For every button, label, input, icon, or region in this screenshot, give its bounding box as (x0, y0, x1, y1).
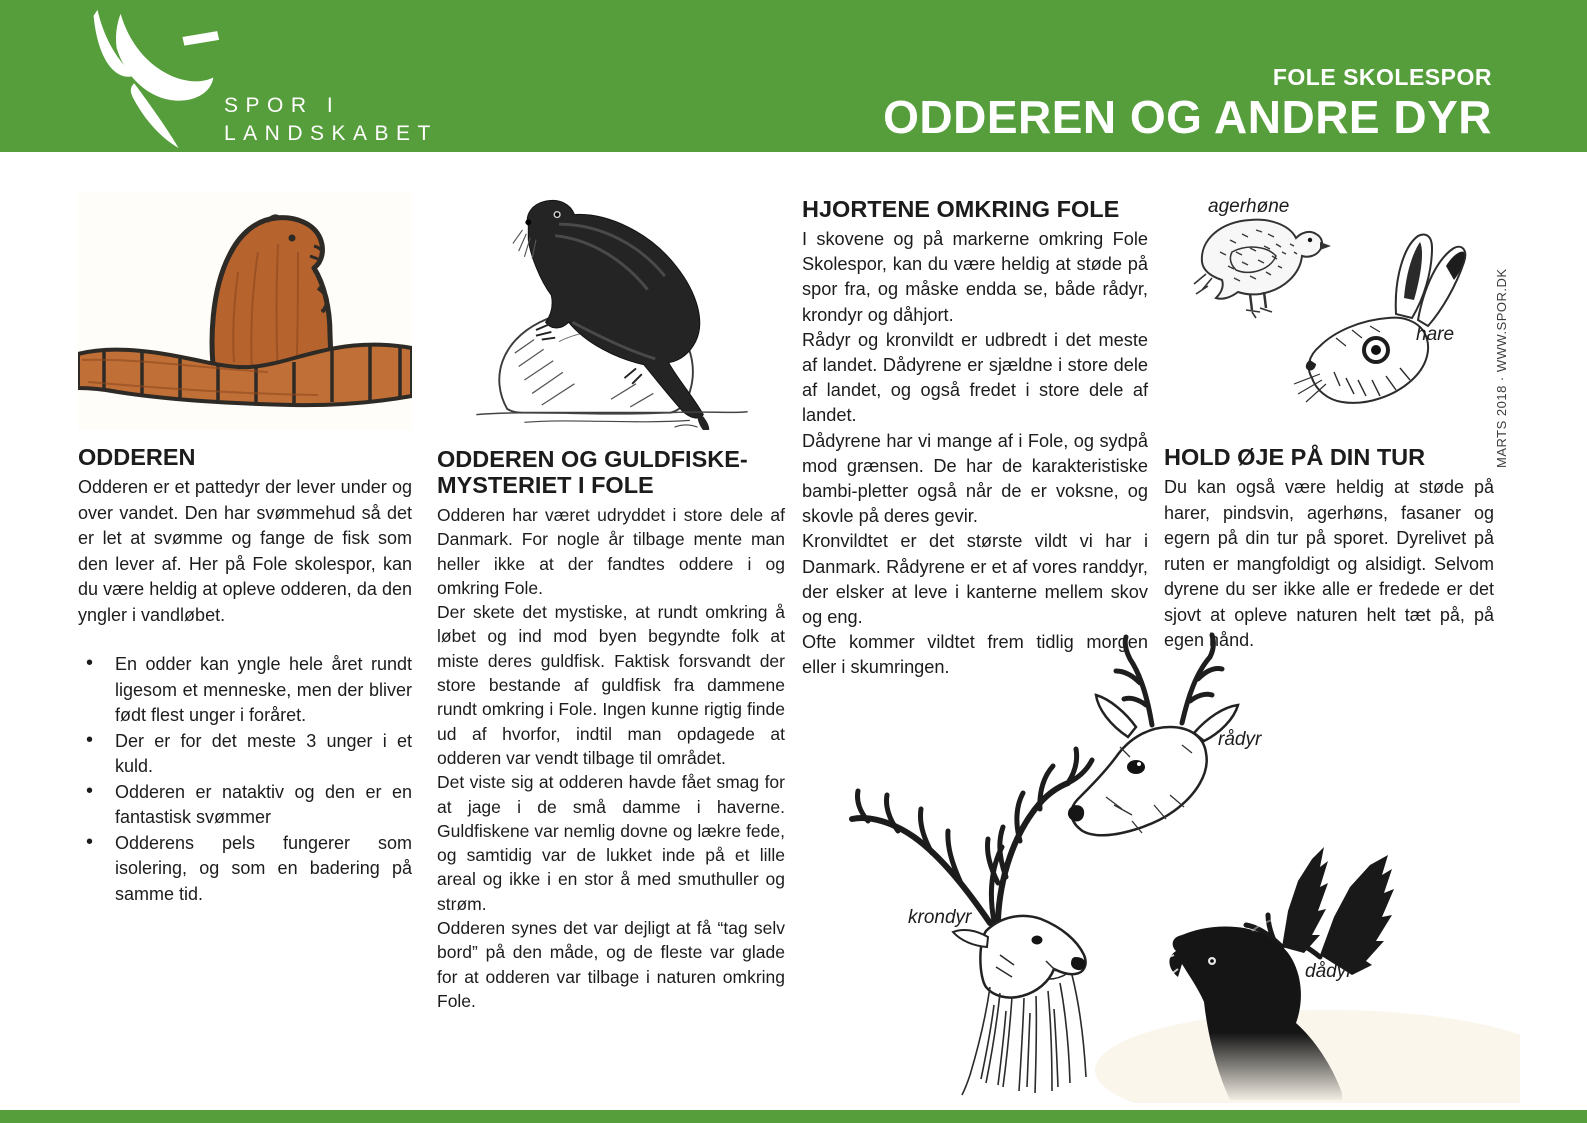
fallow-deer-icon (1150, 847, 1394, 1103)
label-agerhone: agerhøne (1208, 196, 1290, 217)
logo-line-1: SPOR I (224, 94, 341, 117)
bird-hare-illustration (1164, 188, 1494, 432)
odderen-bullet-list (78, 652, 412, 907)
otter-ink-illustration (437, 178, 785, 434)
section-heading-hjortene: HJORTENE OMKRING FOLE (802, 196, 1120, 222)
credit-vertical: MARTS 2018 · WWW.SPOR.DK (1494, 268, 1509, 468)
label-hare: hare (1416, 324, 1455, 345)
header-bar (0, 0, 1587, 152)
guldfiske-paragraph: Der skete det mystiske, at rundt omkring å løbet og ind mod byen begyndte folk at miste deres guldfisk. Faktisk forsvandt der store bestande af guldfisk fra dammene rundt omkring i Fole. Ingen kunne rigtig finde ud af hvorfor, indtil man opdagede at odderen var vendt tilbage til området. (437, 602, 785, 768)
child-otter-art (78, 192, 412, 430)
child-otter-drawing (78, 192, 412, 430)
bullet-item: • Odderens pels fungerer som isolering, og som en badering på samme tid. (78, 831, 412, 908)
partridge-icon (1194, 220, 1331, 318)
hjortene-paragraph: Ofte kommer vildtet frem tidlig morgen eller i skumringen. (802, 632, 1148, 678)
section-heading-holdoje: HOLD ØJE PÅ DIN TUR (1164, 444, 1426, 470)
page-title: ODDEREN OG ANDRE DYR (883, 91, 1492, 143)
logo-line-2: LANDSKABET (224, 122, 438, 145)
section-guldfiske (437, 178, 785, 1013)
guldfiske-paragraph: Det viste sig at odderen havde fået smag for at jage i de små damme i haverne. Guldfiskene var nemlig dovne og lækre fede, og samtidig var de lukket inde på et lille areal og ikke i en stor å med smuthuller og strøm. (437, 772, 785, 914)
header-titles (883, 64, 1492, 142)
section-heading-odderen: ODDEREN (78, 444, 196, 470)
spor-i-landskabet-logo-icon (70, 8, 235, 148)
hjortene-paragraph: I skovene og på markerne omkring Fole Skolespor, kan du være heldig at støde på spor fra, og måske endda se, både rådyr, krondyr og dåhjort. (802, 229, 1148, 325)
footer-bar (0, 1110, 1587, 1123)
bullet-item: • En odder kan yngle hele året rundt ligesom et menneske, men der bliver født flest unger i foråret. (78, 652, 412, 729)
hare-icon (1294, 235, 1465, 403)
logo-wordmark (224, 92, 438, 148)
label-dadyr: dådyr (1305, 961, 1353, 982)
kicker: FOLE SKOLESPOR (1272, 64, 1492, 90)
hjortene-paragraph: Kronvildtet er det største vildt vi har i Danmark. Rådyrene er et af vores randdyr, der elsker at leve i kanterne mellem skov og eng. (802, 531, 1148, 628)
bullet-item: • Odderen er nataktiv og den er en fantastisk svømmer (78, 780, 412, 831)
label-krondyr: krondyr (908, 907, 972, 928)
holdoje-body: Du kan også være heldig at støde på harer, pindsvin, agerhøns, fasaner og egern på din tur på sporet. Dyrelivet på ruten er mangfoldigt og alsidigt. Selvom dyrene du ser ikke alle er fredede er det sjovt at opleve naturen helt tæt på, på egen hånd. (1164, 477, 1494, 650)
hjortene-paragraph: Dådyrene har vi mange af i Fole, og sydpå mod grænsen. De har de karakteristiske bambi-pletter også når de er voksne, og skovle på deres gevir. (802, 430, 1148, 527)
deer-illustration (800, 625, 1520, 1103)
section-holdoje (1164, 188, 1494, 654)
red-deer-icon (852, 749, 1092, 1095)
hjortene-paragraph: Rådyr og kronvildt er udbredt i det meste af landet. Dådyrene er sjældne i store dele af landet, og også fredet i store dele af landet. (802, 329, 1148, 426)
guldfiske-paragraph: Odderen har været udryddet i store dele af Danmark. For nogle år tilbage mente man heller ikke at der fandtes oddere i og omkring Fole. (437, 505, 785, 598)
otter-ink-art (461, 178, 761, 430)
label-radyr: rådyr (1218, 729, 1262, 750)
bullet-item: • Der er for det meste 3 unger i et kuld. (78, 729, 412, 780)
section-hjortene (802, 196, 1148, 681)
roe-deer-icon (1068, 635, 1238, 835)
section-heading-guldfiske: ODDEREN OG GULDFISKE-MYSTERIET I FOLE (437, 446, 748, 498)
deer-art (800, 625, 1520, 1103)
partridge-hare-art (1164, 188, 1494, 432)
section-odderen (78, 192, 412, 907)
guldfiske-paragraph: Odderen synes det var dejligt at få “tag selv bord” på den måde, og de fleste var glade for at odderen var tilbage i naturen omkring Fole. (437, 918, 785, 1011)
odderen-body: Odderen er et pattedyr der lever under og over vandet. Den har svømmehud så det er let at svømme og fange de fisk som den lever af. Her på Fole skolespor, kan du være heldig at opleve odderen, da den yngler i vandløbet. (78, 477, 412, 625)
